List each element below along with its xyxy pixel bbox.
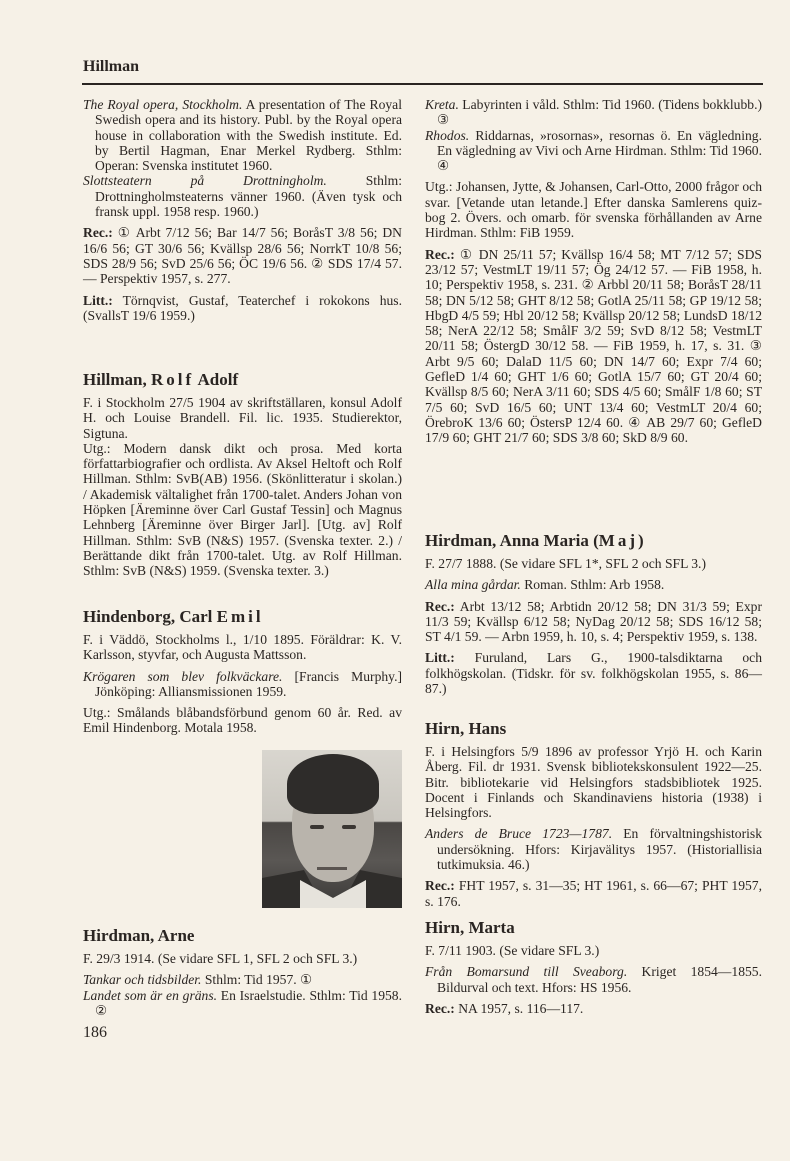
section-label: Rec.: <box>425 878 455 894</box>
work-title: Slottsteatern på Drottningholm. <box>83 173 327 189</box>
entry-paragraph <box>425 128 762 174</box>
entry-paragraph <box>425 744 762 820</box>
entry-paragraph <box>83 988 402 1019</box>
entry-paragraph <box>425 556 762 571</box>
paragraph-text: Furuland, Lars G., 1900-talsdiktarna och folkhögskolan. (Tidskr. för sv. folkhögskolan 1955, s. 86—87.) <box>425 650 762 697</box>
header-rule <box>82 83 763 85</box>
entry-heading <box>425 918 762 938</box>
entry-paragraph <box>83 441 402 579</box>
work-title: The Royal opera, Stockholm. <box>83 97 243 112</box>
work-title: Alla mina gårdar. <box>425 577 521 593</box>
paragraph-text: Utg.: Johansen, Jytte, & Johansen, Carl-Otto, 2000 frågor och svar. [Vetande utan letande.] Efter danska Samlerens quiz-bog 2. Övers. och omarb. för svenska förhållanden av Arne Hirdman. Sthlm: FiB 1959. <box>425 179 762 241</box>
bibliography-entry <box>425 97 762 452</box>
paragraph-text: F. i Stockholm 27/5 1904 av skriftställaren, konsul Adolf H. och Louise Brandell. Fil. lic. 1935. Studierektor, Sigtuna. <box>83 395 402 441</box>
entry-paragraph <box>83 173 402 219</box>
section-label: Rec.: <box>425 598 455 614</box>
bibliography-entry <box>425 719 762 915</box>
paragraph-text: Utg.: Smålands blåbandsförbund genom 60 år. Red. av Emil Hindenborg. Motala 1958. <box>83 705 402 736</box>
entry-paragraph <box>83 225 402 286</box>
paragraph-text: Labyrinten i våld. Sthlm: Tid 1960. (Tidens bokklubb.) ③ <box>437 97 762 128</box>
paragraph-text: F. 29/3 1914. (Se vidare SFL 1, SFL 2 och SFL 3.) <box>83 951 358 966</box>
paragraph-text: Riddarnas, »rosornas», resornas ö. En vägledning. En vägledning av Vivi och Arne Hirdman. Sthlm: Tid 1960. ④ <box>437 127 762 174</box>
entry-paragraph <box>425 650 762 696</box>
entry-paragraph <box>83 395 402 441</box>
entry-paragraph <box>425 179 762 240</box>
entry-paragraph <box>83 669 402 700</box>
entry-paragraph <box>425 97 762 128</box>
work-title: Anders de Bruce 1723—1787. <box>425 826 613 842</box>
paragraph-text: [Francis Murphy.] Jönköping: Alliansmissionen 1959. <box>95 668 403 699</box>
entry-paragraph <box>425 826 762 872</box>
section-label: Litt.: <box>83 292 113 308</box>
heading-text: Hirdman, Arne <box>83 926 195 945</box>
paragraph-text: A presentation of The Royal Swedish opera and its history. Publ. by the Royal opera house in collaboration with the Swedish institute. Ed. by Bertil Hagman, Enar Merkel Rydberg. Sthlm: Operan: Svenska institutet 1960. <box>95 97 402 174</box>
paragraph-text: Utg.: Modern dansk dikt och prosa. Med korta författarbiografier och ordlista. Av Aksel Heltoft och Rolf Hillman. Sthlm: SvB(AB) 1956. (Skönlitteratur i skolan.) / Akademisk vältalighet från 1700-talet. Anders Johan von Höpken [Äreminne över Carl Gustaf Tessin] och Magnus Lehnberg [Äreminne över Birger Jarl]. [Utg. av] Rolf Hillman. Sthlm: SvB (N&S) 1957. (Svenska texter. 2.) / Berättande dikt från 1700-talet. Utg. av Rolf Hillman. Sthlm: SvB (N&S) 1959. (Svenska texter. 3.) <box>83 440 402 579</box>
heading-text: Hindenborg, Carl <box>83 607 217 626</box>
entry-paragraph <box>425 878 762 909</box>
heading-text: Hirn, Hans <box>425 719 507 738</box>
entry-heading <box>425 719 762 739</box>
paragraph-text: F. 7/11 1903. (Se vidare SFL 3.) <box>425 943 600 958</box>
heading-text: Hirdman, Anna Maria ( <box>425 531 599 550</box>
heading-text: Hirn, Marta <box>425 918 515 937</box>
bibliography-entry <box>83 926 402 1024</box>
bibliography-entry <box>83 607 402 742</box>
bibliography-entry <box>425 918 762 1022</box>
entry-paragraph <box>425 943 762 958</box>
entry-heading <box>83 370 402 390</box>
entry-paragraph <box>425 1001 762 1016</box>
entry-paragraph <box>83 951 402 966</box>
paragraph-text: En förvaltningshistorisk undersökning. Hfors: Kirjavälitys 1957. (Historiallisia tutkimuksia. 46.) <box>437 826 762 873</box>
heading-text: Hillman, <box>83 370 152 389</box>
work-title: Tankar och tidsbilder. <box>83 972 202 988</box>
running-head: Hillman <box>83 58 140 75</box>
heading-text: Emil <box>216 607 264 626</box>
entry-paragraph <box>83 632 402 663</box>
paragraph-text: ① DN 25/11 57; Kvällsp 16/4 58; MT 7/12 57; SDS 23/12 57; VestmLT 19/11 57; Ög 24/12 57. — FiB 1958, h. 10; Perspektiv 1958, s. 231. ② Arbbl 20/11 58; BoråsT 28/11 58; DN 5/12 58; GHT 8/12 58; GotlA 25/11 58; GP 19/12 58; HbgD 4/5 59; Hbl 20/12 58; Kvällsp 20/12 58; LundsD 18/12 58; NerA 22/12 58; SmålF 3/2 59; SvD 8/12 58; VestmLT 20/11 58; ÖstergD 30/12 58. — FiB 1959, h. 17, s. 31. ③ Arbt 9/5 60; DalaD 11/5 60; DN 14/7 60; Expr 7/4 60; GefleD 1/4 60; GHT 1/6 60; GotlA 15/7 60; GT 20/4 60; Kvällsp 8/5 60; NerA 3/11 60; SDS 4/5 60; SmålF 1/8 60; ST 7/5 60; SvD 16/5 60; UNT 13/4 60; VestmLT 20/4 60; ÖrebroK 13/6 60; ÖstersP 12/4 60. ④ AB 29/7 60; GefleD 17/9 60; GHT 21/7 60; SDS 3/8 60; SkD 8/9 60. <box>425 246 762 446</box>
author-portrait-photo <box>262 750 402 908</box>
bibliography-entry <box>83 97 402 329</box>
paragraph-text: ① Arbt 7/12 56; Bar 14/7 56; BoråsT 3/8 56; DN 16/6 56; GT 30/6 56; Kvällsp 28/6 56; NorrkT 10/8 56; SDS 28/9 56; SvD 25/6 56; ÖC 19/6 56. ② SDS 17/4 57. — Perspektiv 1957, s. 277. <box>83 225 402 287</box>
work-title: Från Bomarsund till Sveaborg. <box>425 964 628 980</box>
entry-heading <box>425 531 762 551</box>
entry-paragraph <box>425 577 762 592</box>
paragraph-text: Kriget 1854—1855. Bildurval och text. Hfors: HS 1956. <box>437 964 762 995</box>
work-title: Krögaren som blev folkväckare. <box>83 668 283 684</box>
paragraph-text: F. i Väddö, Stockholms l., 1/10 1895. Föräldrar: K. V. Karlsson, styvfar, och Augusta Mattsson. <box>83 632 402 663</box>
heading-text: Adolf <box>194 370 239 389</box>
entry-paragraph <box>425 599 762 645</box>
section-label: Rec.: <box>83 225 113 241</box>
bibliography-entry <box>425 531 762 702</box>
entry-heading <box>83 607 402 627</box>
entry-paragraph <box>425 964 762 995</box>
bibliography-entry <box>83 370 402 585</box>
section-label: Rec.: <box>425 1000 455 1016</box>
section-label: Rec.: <box>425 246 455 262</box>
entry-paragraph <box>83 97 402 173</box>
paragraph-text: Roman. Sthlm: Arb 1958. <box>520 577 665 593</box>
paragraph-text: NA 1957, s. 116—117. <box>454 1000 584 1016</box>
work-title: Kreta. <box>425 97 459 112</box>
work-title: Rhodos. <box>425 127 470 143</box>
paragraph-text: Sthlm: Drottningholmsteaterns vänner 1960. (Även tysk och fransk uppl. 1958 resp. 1960.) <box>95 173 402 220</box>
work-title: Landet som är en gräns. <box>83 987 218 1003</box>
entry-paragraph <box>83 705 402 736</box>
paragraph-text: F. 27/7 1888. (Se vidare SFL 1*, SFL 2 och SFL 3.) <box>425 556 706 571</box>
entry-heading <box>83 926 402 946</box>
entry-paragraph <box>83 972 402 987</box>
heading-text: ) <box>638 531 644 550</box>
paragraph-text: FHT 1957, s. 31—35; HT 1961, s. 66—67; PHT 1957, s. 176. <box>425 878 762 909</box>
paragraph-text: Sthlm: Tid 1957. ① <box>201 972 313 988</box>
paragraph-text: Törnqvist, Gustaf, Teaterchef i rokokons hus. (SvallsT 19/6 1959.) <box>83 292 402 323</box>
paragraph-text: Arbt 13/12 58; Arbtidn 20/12 58; DN 31/3 59; Expr 11/3 59; Kvällsp 6/12 58; NyDag 20/12 58; SDS 16/12 58; ST 4/1 59. — Arbn 1959, h. 10, s. 4; Perspektiv 1959, s. 138. <box>425 598 762 645</box>
paragraph-text: F. i Helsingfors 5/9 1896 av professor Yrjö H. och Karin Åberg. Fil. dr 1931. Svensk bibliotekskonsulent 1922—25. Bitr. bibliotekarie vid Helsingfors stadsbibliotek 1925. Docent i Finlands och Skandinaviens historia (1938) i Helsingfors. <box>425 744 762 821</box>
paragraph-text: En Israelstudie. Sthlm: Tid 1958. ② <box>95 987 402 1018</box>
heading-text: Rolf <box>151 370 195 389</box>
page-number: 186 <box>83 1024 107 1041</box>
entry-paragraph <box>83 293 402 324</box>
heading-text: Maj <box>598 531 639 550</box>
section-label: Litt.: <box>425 650 455 666</box>
entry-paragraph <box>425 247 762 446</box>
